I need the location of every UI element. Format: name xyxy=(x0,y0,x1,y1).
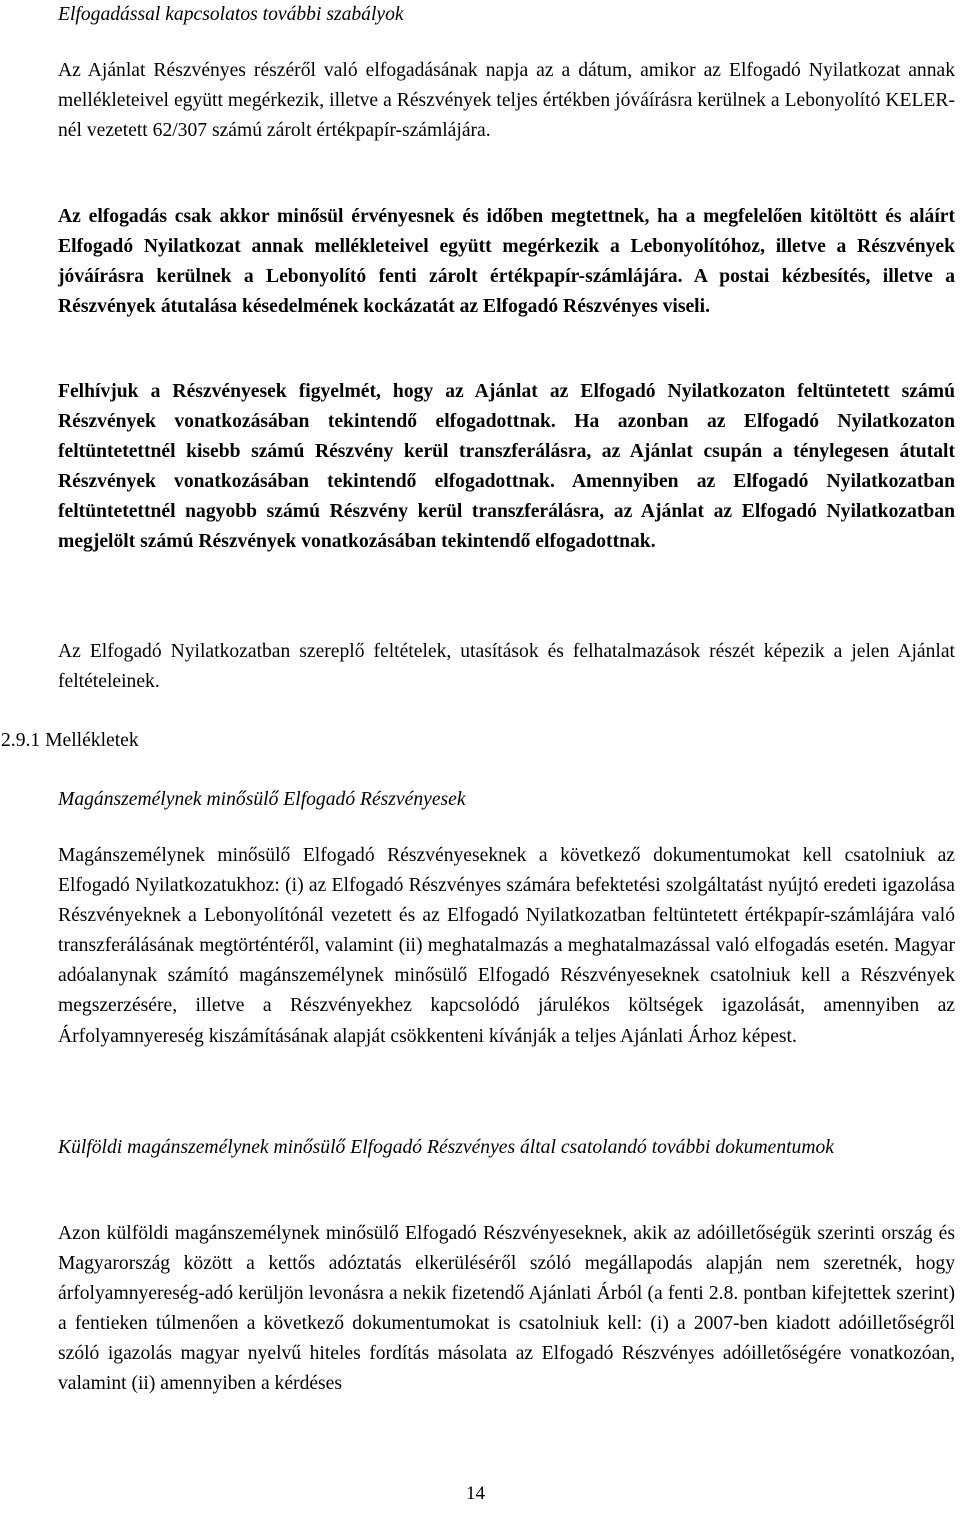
section-heading-attachments: 2.9.1 Mellékletek xyxy=(1,730,139,751)
paragraph-private-documents: Magánszemélynek minősülő Elfogadó Részvényeseknek a következő dokumentumokat kell csatolniuk az Elfogadó Nyilatkozatukhoz: (i) az Elfogadó Részvényes számára befektetési szolgáltatást nyújtó eredeti igazolása Részvényeknek a Lebonyolítónál vezetett és az Elfogadó Nyilatkozatban feltüntetett értékpapír-számlájára való transzferálásának megtörténtéről, valamint (ii) meghatalmazás a meghatalmazással való elfogadás esetén. Magyar adóalanynak számító magánszemélynek minősülő Elfogadó Részvényeseknek csatolniuk kell a Részvények megszerzésére, illetve a Részvényekhez kapcsolódó járulékos költségek igazolását, amennyiben az Árfolyamnyereség kiszámításának alapját csökkenteni kívánják a teljes Ajánlati Árhoz képest. xyxy=(58,845,955,1047)
paragraph-acceptance-date: Az Ajánlat Részvényes részéről való elfogadásának napja az a dátum, amikor az Elfogadó Nyilatkozat annak mellékleteivel együtt megérkezik, illetve a Részvények teljes értékben jóváírásra kerülnek a Lebonyolító KELER-nél vezetett 62/307 számú zárolt értékpapír-számlájára. xyxy=(58,60,955,142)
subheading-foreign-private-shareholders: Külföldi magánszemélynek minősülő Elfogadó Részvényes által csatolandó további dokumentumok xyxy=(58,1137,835,1158)
page-number: 14 xyxy=(466,1483,485,1504)
paragraph-shareholder-notice: Felhívjuk a Részvényesek figyelmét, hogy az Ajánlat az Elfogadó Nyilatkozaton feltüntetett számú Részvények vonatkozásában tekintendő elfogadottnak. Ha azonban az Elfogadó Nyilatkozaton feltüntetettnél kisebb számú Részvény kerül transzferálásra, az Ajánlat csupán a ténylegesen átutalt Részvények vonatkozásában tekintendő elfogadottnak. Amennyiben az Elfogadó Nyilatkozatban feltüntetettnél nagyobb számú Részvény kerül transzferálásra, az Ajánlat az Elfogadó Nyilatkozatban megjelölt számú Részvények vonatkozásában tekintendő elfogadottnak. xyxy=(58,381,955,553)
paragraph-foreign-documents: Azon külföldi magánszemélynek minősülő Elfogadó Részvényeseknek, akik az adóilletőségük szerinti ország és Magyarország között a kettős adóztatás elkerüléséről szóló megállapodás alapján nem szeretnék, hogy árfolyamnyereség-adó kerüljön levonásra a nekik fizetendő Ajánlati Árból (a fenti 2.8. pontban kifejtettek szerint) a fentieken túlmenően a következő dokumentumokat is csatolniuk kell: (i) a 2007-ben kiadott adóilletőségről szóló igazolás magyar nyelvű hiteles fordítás másolata az Elfogadó Részvényes adóilletőségére vonatkozóan, valamint (ii) amennyiben a kérdéses xyxy=(58,1223,955,1395)
paragraph-declaration-terms: Az Elfogadó Nyilatkozatban szereplő feltételek, utasítások és felhatalmazások részét képezik a jelen Ajánlat feltételeinek. xyxy=(58,641,955,693)
subheading-private-shareholders: Magánszemélynek minősülő Elfogadó Részvényesek xyxy=(58,789,466,810)
section-heading-acceptance-rules: Elfogadással kapcsolatos további szabályok xyxy=(58,4,404,25)
paragraph-validity-conditions: Az elfogadás csak akkor minősül érvényesnek és időben megtettnek, ha a megfelelően kitöltött és aláírt Elfogadó Nyilatkozat annak mellékleteivel együtt megérkezik a Lebonyolítóhoz, illetve a Részvények jóváírásra kerülnek a Lebonyolító fenti zárolt értékpapír-számlájára. A postai kézbesítés, illetve a Részvények átutalása késedelmének kockázatát az Elfogadó Részvényes viseli. xyxy=(58,206,955,318)
